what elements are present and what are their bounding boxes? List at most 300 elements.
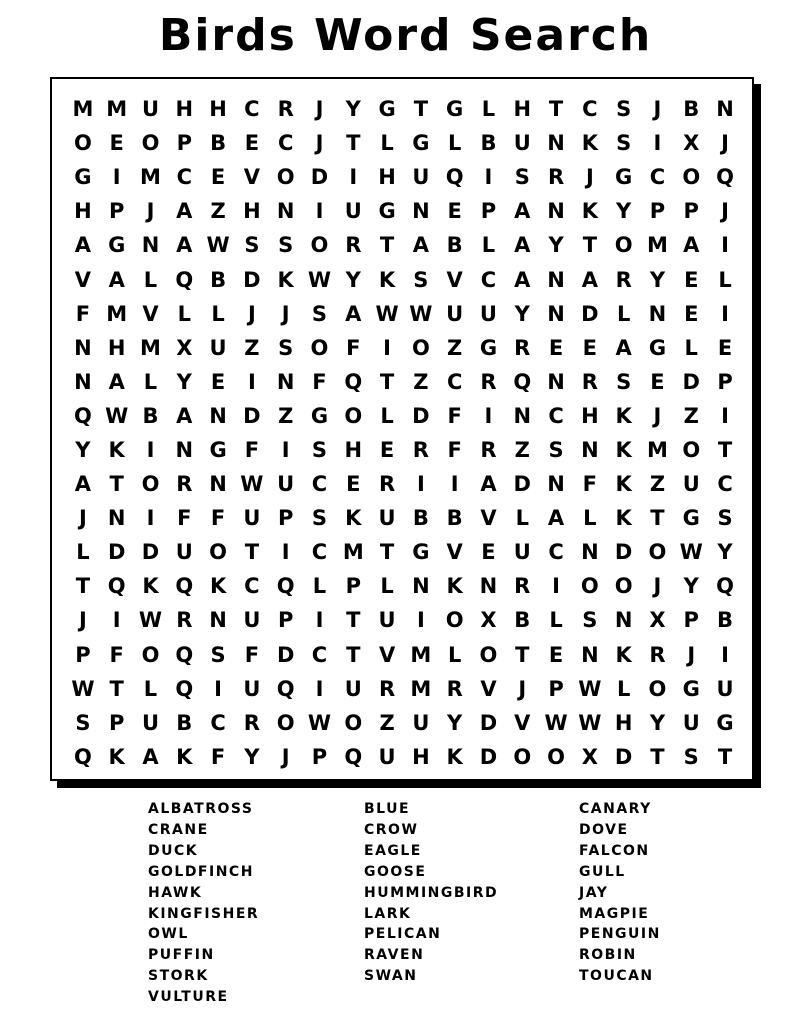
grid-letter[interactable]: G [378,199,396,224]
grid-letter[interactable]: R [345,233,362,258]
grid-letter[interactable]: Y [616,199,632,224]
grid-letter[interactable]: M [410,676,432,701]
grid-letter[interactable]: O [141,472,160,497]
grid-letter[interactable]: Q [276,574,295,599]
grid-letter[interactable]: B [412,506,429,531]
grid-letter[interactable]: I [552,574,560,599]
grid-letter[interactable]: T [650,744,665,769]
grid-letter[interactable]: S [311,437,328,462]
grid-letter[interactable]: B [514,608,531,633]
grid-letter[interactable]: A [176,233,193,258]
grid-letter[interactable]: M [106,97,128,122]
grid-letter[interactable]: O [648,676,667,701]
grid-letter[interactable]: P [108,710,125,735]
grid-letter[interactable]: J [721,199,729,224]
grid-letter[interactable]: I [315,676,324,701]
grid-letter[interactable]: B [480,131,497,156]
grid-letter[interactable]: L [312,574,327,599]
grid-letter[interactable]: W [206,233,230,258]
grid-letter[interactable]: R [176,472,193,497]
grid-letter[interactable]: O [479,642,498,667]
grid-letter[interactable]: U [209,335,227,360]
grid-letter[interactable]: O [682,165,701,190]
grid-letter[interactable]: N [581,642,599,667]
grid-letter[interactable]: F [244,437,260,462]
grid-letter[interactable]: K [108,437,125,462]
grid-letter[interactable]: J [721,131,729,156]
grid-letter[interactable]: X [480,608,497,633]
grid-letter[interactable]: U [682,472,700,497]
grid-letter[interactable]: U [412,710,430,735]
grid-letter[interactable]: U [243,608,261,633]
grid-letter[interactable]: C [480,267,497,292]
grid-letter[interactable]: U [243,506,261,531]
grid-letter[interactable]: P [480,199,497,224]
grid-letter[interactable]: U [378,608,396,633]
grid-letter[interactable]: B [210,267,227,292]
grid-letter[interactable]: F [346,335,361,360]
grid-letter[interactable]: Q [175,676,194,701]
grid-letter[interactable]: K [446,744,463,769]
grid-letter[interactable]: B [683,97,700,122]
grid-letter[interactable]: A [74,472,92,497]
grid-letter[interactable]: W [307,710,332,735]
grid-letter[interactable]: S [210,642,226,667]
grid-letter[interactable]: T [582,233,598,258]
grid-letter[interactable]: Q [175,574,194,599]
grid-letter[interactable]: R [649,642,666,667]
grid-letter[interactable]: S [514,165,530,190]
grid-letter[interactable]: Q [513,369,532,394]
grid-letter[interactable]: M [140,165,161,190]
grid-letter[interactable]: G [716,710,734,735]
grid-letter[interactable]: R [514,335,531,360]
grid-letter[interactable]: D [682,369,700,394]
grid-letter[interactable]: N [648,301,667,326]
grid-letter[interactable]: R [277,97,294,122]
grid-letter[interactable]: M [342,540,364,565]
grid-letter[interactable]: L [380,131,394,156]
grid-letter[interactable]: S [311,301,328,326]
grid-letter[interactable]: D [581,301,599,326]
grid-letter[interactable]: L [177,301,191,326]
grid-letter[interactable]: O [209,540,228,565]
grid-letter[interactable]: A [176,403,193,428]
grid-letter[interactable]: J [687,642,696,667]
grid-letter[interactable]: F [447,437,462,462]
grid-letter[interactable]: Z [379,710,395,735]
grid-letter[interactable]: J [315,131,324,156]
grid-letter[interactable]: W [307,267,332,292]
grid-letter[interactable]: R [378,472,396,497]
grid-letter[interactable]: N [547,267,565,292]
grid-letter[interactable]: L [718,267,732,292]
grid-letter[interactable]: A [514,233,531,258]
grid-letter[interactable]: Q [276,676,295,701]
grid-letter[interactable]: I [721,642,729,667]
grid-letter[interactable]: E [481,540,496,565]
grid-letter[interactable]: N [107,506,126,531]
grid-letter[interactable]: J [78,608,87,633]
grid-letter[interactable]: J [281,744,290,769]
grid-letter[interactable]: F [244,642,260,667]
grid-letter[interactable]: L [447,131,462,156]
grid-letter[interactable]: F [582,472,598,497]
grid-letter[interactable]: B [446,233,463,258]
grid-letter[interactable]: P [683,608,699,633]
grid-letter[interactable]: N [581,437,599,462]
grid-letter[interactable]: U [378,506,396,531]
grid-letter[interactable]: I [484,165,493,190]
grid-letter[interactable]: K [615,642,632,667]
grid-letter[interactable]: J [281,301,290,326]
grid-letter[interactable]: X [683,131,700,156]
grid-letter[interactable]: H [412,744,430,769]
grid-letter[interactable]: L [549,608,563,633]
grid-letter[interactable]: M [646,233,668,258]
grid-letter[interactable]: D [614,540,633,565]
grid-letter[interactable]: T [244,540,260,565]
grid-letter[interactable]: S [683,744,699,769]
grid-letter[interactable]: M [72,97,94,122]
grid-letter[interactable]: K [615,506,632,531]
grid-letter[interactable]: E [210,165,226,190]
grid-letter[interactable]: L [616,301,631,326]
grid-letter[interactable]: U [513,540,531,565]
grid-letter[interactable]: Q [344,744,363,769]
grid-letter[interactable]: C [582,97,598,122]
grid-letter[interactable]: A [108,267,125,292]
grid-letter[interactable]: O [73,131,92,156]
grid-letter[interactable]: K [615,403,632,428]
grid-letter[interactable]: W [578,710,602,735]
grid-letter[interactable]: X [581,744,598,769]
grid-letter[interactable]: T [548,97,564,122]
grid-letter[interactable]: B [176,710,193,735]
grid-letter[interactable]: I [146,437,155,462]
grid-letter[interactable]: R [514,574,531,599]
grid-letter[interactable]: Y [514,301,530,326]
grid-letter[interactable]: J [653,97,662,122]
grid-letter[interactable]: N [209,608,227,633]
grid-letter[interactable]: C [311,540,328,565]
grid-letter[interactable]: E [548,642,564,667]
grid-letter[interactable]: C [446,369,463,394]
grid-letter[interactable]: A [108,369,125,394]
grid-letter[interactable]: D [310,165,329,190]
grid-letter[interactable]: I [721,233,729,258]
grid-letter[interactable]: N [513,403,532,428]
grid-letter[interactable]: P [75,642,91,667]
grid-letter[interactable]: J [78,506,87,531]
grid-letter[interactable]: Q [107,574,126,599]
grid-letter[interactable]: Y [683,574,699,599]
grid-letter[interactable]: O [276,710,295,735]
grid-letter[interactable]: Y [176,369,192,394]
grid-letter[interactable]: P [649,199,666,224]
grid-letter[interactable]: C [244,97,260,122]
grid-letter[interactable]: L [583,506,597,531]
grid-letter[interactable]: Z [210,199,226,224]
grid-letter[interactable]: C [717,472,733,497]
grid-letter[interactable]: J [653,403,662,428]
grid-letter[interactable]: E [717,335,733,360]
grid-letter[interactable]: L [143,369,158,394]
grid-letter[interactable]: Y [649,710,666,735]
grid-letter[interactable]: E [109,131,124,156]
grid-letter[interactable]: D [141,540,160,565]
grid-letter[interactable]: Z [683,403,699,428]
grid-letter[interactable]: F [210,744,226,769]
grid-letter[interactable]: Y [649,267,666,292]
grid-letter[interactable]: T [379,233,395,258]
grid-letter[interactable]: O [310,233,329,258]
grid-letter[interactable]: A [142,744,159,769]
grid-letter[interactable]: I [721,403,729,428]
grid-letter[interactable]: C [277,131,294,156]
grid-letter[interactable]: D [107,540,126,565]
grid-letter[interactable]: A [683,233,700,258]
grid-letter[interactable]: V [446,540,463,565]
grid-letter[interactable]: N [276,199,295,224]
grid-letter[interactable]: O [648,540,667,565]
grid-letter[interactable]: O [411,335,430,360]
grid-letter[interactable]: I [721,301,729,326]
grid-letter[interactable]: M [646,437,668,462]
grid-letter[interactable]: Z [278,403,294,428]
grid-letter[interactable]: C [244,574,260,599]
grid-letter[interactable]: L [143,267,158,292]
grid-letter[interactable]: D [513,472,531,497]
grid-letter[interactable]: S [616,131,632,156]
grid-letter[interactable]: T [650,506,665,531]
grid-letter[interactable]: R [243,710,260,735]
grid-letter[interactable]: V [378,642,396,667]
grid-letter[interactable]: N [581,540,599,565]
grid-letter[interactable]: R [480,369,497,394]
grid-letter[interactable]: I [416,608,425,633]
grid-letter[interactable]: O [141,131,160,156]
grid-letter[interactable]: L [616,676,631,701]
grid-letter[interactable]: S [717,506,733,531]
grid-letter[interactable]: U [446,301,464,326]
grid-letter[interactable]: I [281,437,290,462]
grid-letter[interactable]: G [648,335,667,360]
grid-letter[interactable]: O [513,744,532,769]
grid-letter[interactable]: S [413,267,429,292]
grid-letter[interactable]: I [112,608,121,633]
grid-letter[interactable]: A [345,301,362,326]
grid-letter[interactable]: C [311,642,328,667]
grid-letter[interactable]: N [614,608,633,633]
grid-letter[interactable]: Q [445,165,464,190]
grid-letter[interactable]: Q [716,165,734,190]
grid-letter[interactable]: I [383,335,391,360]
grid-letter[interactable]: R [378,676,396,701]
grid-letter[interactable]: E [379,437,395,462]
grid-letter[interactable]: N [175,437,194,462]
grid-letter[interactable]: I [450,472,459,497]
grid-letter[interactable]: C [548,540,564,565]
grid-letter[interactable]: U [412,165,430,190]
grid-letter[interactable]: G [378,97,396,122]
grid-letter[interactable]: N [276,369,295,394]
grid-letter[interactable]: V [446,267,463,292]
grid-letter[interactable]: L [143,676,158,701]
grid-letter[interactable]: J [518,676,527,701]
grid-letter[interactable]: G [682,506,700,531]
grid-letter[interactable]: W [105,403,129,428]
grid-letter[interactable]: C [311,472,328,497]
grid-letter[interactable]: E [447,199,462,224]
grid-letter[interactable]: J [585,165,594,190]
grid-letter[interactable]: G [682,676,700,701]
grid-letter[interactable]: J [247,301,256,326]
grid-letter[interactable]: P [277,608,294,633]
grid-letter[interactable]: G [615,165,633,190]
grid-letter[interactable]: D [243,403,261,428]
grid-letter[interactable]: L [481,97,496,122]
grid-letter[interactable]: S [548,437,564,462]
grid-letter[interactable]: S [311,506,328,531]
grid-letter[interactable]: W [240,472,264,497]
grid-letter[interactable]: V [74,267,92,292]
grid-letter[interactable]: N [479,574,498,599]
grid-letter[interactable]: U [513,131,531,156]
grid-letter[interactable]: K [176,744,193,769]
grid-letter[interactable]: Q [73,403,92,428]
grid-letter[interactable]: R [412,437,429,462]
grid-letter[interactable]: X [176,335,193,360]
grid-letter[interactable]: H [581,403,599,428]
grid-letter[interactable]: K [615,437,632,462]
grid-letter[interactable]: Y [548,233,564,258]
grid-letter[interactable]: E [244,131,260,156]
grid-letter[interactable]: N [141,233,160,258]
grid-letter[interactable]: E [684,301,699,326]
grid-letter[interactable]: T [379,540,395,565]
grid-letter[interactable]: C [548,403,564,428]
grid-letter[interactable]: O [614,233,633,258]
grid-letter[interactable]: H [344,437,363,462]
grid-letter[interactable]: O [614,574,633,599]
grid-letter[interactable]: K [108,744,125,769]
grid-letter[interactable]: O [141,642,160,667]
grid-letter[interactable]: O [580,574,599,599]
grid-letter[interactable]: N [547,199,565,224]
grid-letter[interactable]: I [146,506,155,531]
grid-letter[interactable]: K [378,267,396,292]
grid-letter[interactable]: R [581,369,598,394]
grid-letter[interactable]: K [581,199,598,224]
grid-letter[interactable]: A [514,267,531,292]
grid-letter[interactable]: O [344,710,363,735]
grid-letter[interactable]: T [346,642,361,667]
grid-letter[interactable]: N [547,369,565,394]
grid-letter[interactable]: L [380,574,394,599]
grid-letter[interactable]: T [75,574,91,599]
grid-letter[interactable]: S [616,97,632,122]
grid-letter[interactable]: W [409,301,433,326]
grid-letter[interactable]: Y [345,267,361,292]
grid-letter[interactable]: U [277,472,295,497]
grid-letter[interactable]: I [416,472,425,497]
grid-letter[interactable]: O [310,335,329,360]
grid-letter[interactable]: G [209,437,227,462]
grid-letter[interactable]: O [276,165,295,190]
grid-letter[interactable]: P [717,369,733,394]
grid-letter[interactable]: F [210,506,226,531]
grid-letter[interactable]: L [76,540,90,565]
grid-letter[interactable]: Q [175,642,194,667]
grid-letter[interactable]: A [412,233,429,258]
grid-letter[interactable]: B [210,131,227,156]
grid-letter[interactable]: N [412,199,430,224]
grid-letter[interactable]: I [112,165,121,190]
grid-letter[interactable]: L [447,642,462,667]
grid-letter[interactable]: K [277,267,294,292]
grid-letter[interactable]: U [682,710,700,735]
grid-letter[interactable]: S [75,710,91,735]
grid-letter[interactable]: N [716,97,734,122]
grid-letter[interactable]: U [141,97,160,122]
grid-letter[interactable]: I [214,676,222,701]
grid-letter[interactable]: V [243,165,261,190]
grid-letter[interactable]: W [375,301,399,326]
grid-letter[interactable]: A [74,233,92,258]
grid-letter[interactable]: V [480,676,497,701]
grid-letter[interactable]: F [109,642,124,667]
grid-letter[interactable]: U [378,744,396,769]
grid-letter[interactable]: T [346,608,361,633]
grid-letter[interactable]: E [650,369,665,394]
grid-letter[interactable]: J [315,97,324,122]
grid-letter[interactable]: J [653,574,662,599]
grid-letter[interactable]: L [481,233,496,258]
grid-letter[interactable]: G [412,131,430,156]
grid-letter[interactable]: Y [717,540,733,565]
grid-letter[interactable]: B [446,506,463,531]
grid-letter[interactable]: N [209,403,227,428]
grid-letter[interactable]: P [345,574,361,599]
grid-letter[interactable]: C [649,165,666,190]
grid-letter[interactable]: P [683,199,699,224]
grid-letter[interactable]: H [175,97,194,122]
grid-letter[interactable]: G [412,540,430,565]
grid-letter[interactable]: S [278,335,294,360]
grid-letter[interactable]: H [243,199,261,224]
grid-letter[interactable]: K [615,472,632,497]
grid-letter[interactable]: Q [344,369,363,394]
grid-letter[interactable]: U [344,676,362,701]
grid-letter[interactable]: Y [244,744,260,769]
grid-letter[interactable]: O [344,403,363,428]
grid-letter[interactable]: Q [73,744,92,769]
grid-letter[interactable]: D [479,744,498,769]
grid-letter[interactable]: U [479,301,497,326]
grid-letter[interactable]: J [146,199,155,224]
grid-letter[interactable]: A [176,199,193,224]
grid-letter[interactable]: U [344,199,362,224]
grid-letter[interactable]: H [378,165,396,190]
grid-letter[interactable]: W [578,676,602,701]
grid-letter[interactable]: Q [175,267,194,292]
grid-letter[interactable]: G [310,403,329,428]
grid-letter[interactable]: K [345,506,362,531]
grid-letter[interactable]: H [513,97,532,122]
grid-letter[interactable]: M [140,335,161,360]
grid-letter[interactable]: W [544,710,568,735]
